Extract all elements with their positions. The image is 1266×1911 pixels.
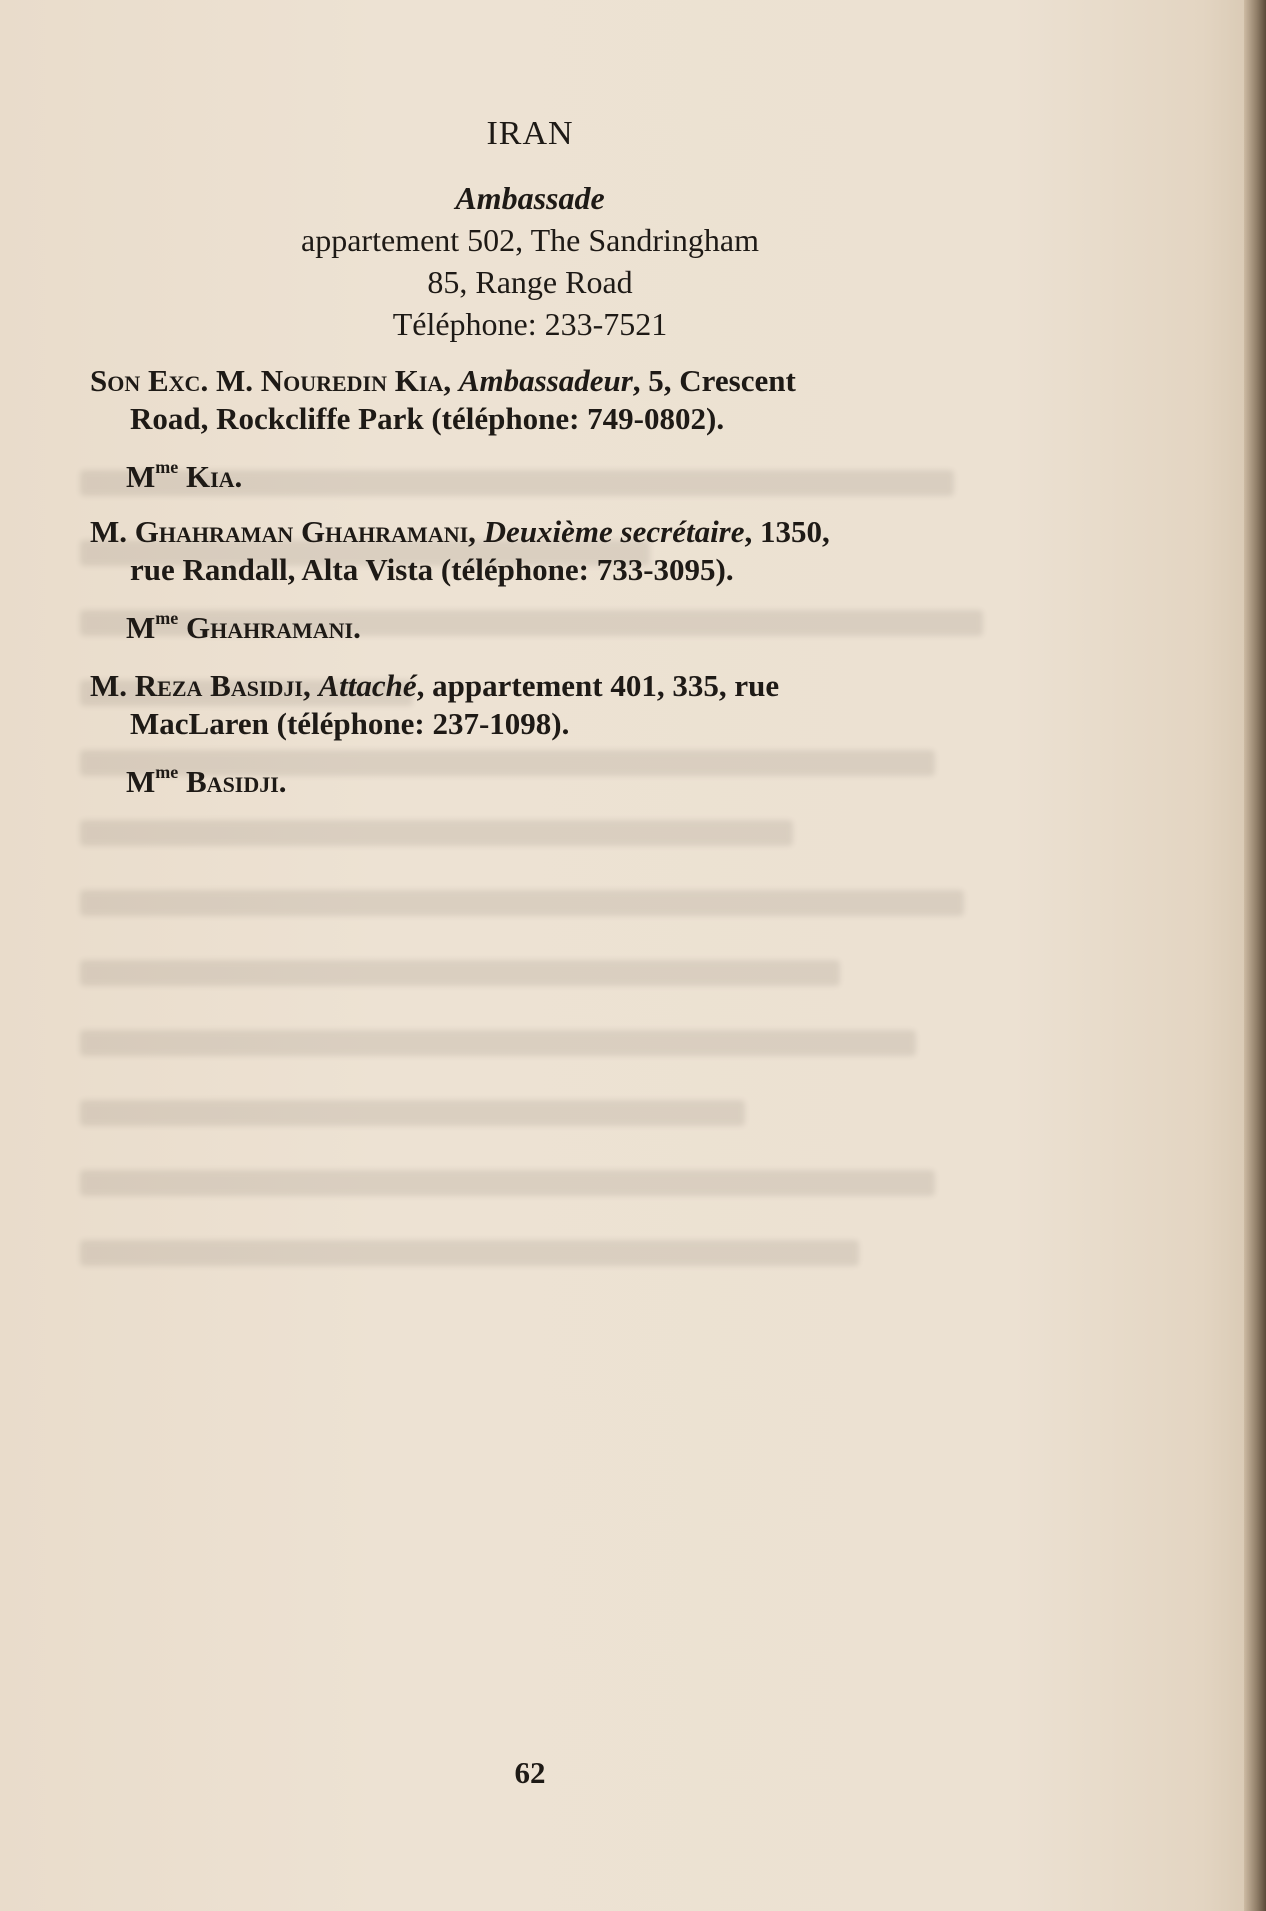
book-spine-edge xyxy=(1244,0,1266,1911)
entry-line-2: MacLaren (téléphone: 237-1098). xyxy=(130,706,570,741)
entry-line-1: M. Ghahraman Ghahramani, Deuxième secrétaire, 1350, xyxy=(90,514,830,549)
entry-name: Nouredin Kia xyxy=(260,363,444,398)
entry-role: Deuxième secrétaire xyxy=(483,514,745,549)
entry-name: Ghahraman Ghahramani xyxy=(134,514,469,549)
page-number: 62 xyxy=(514,1755,546,1790)
entry-role: Attaché xyxy=(318,668,417,703)
address-line-2: 85, Range Road xyxy=(427,264,633,300)
entry-spouse: $M^{me}$ Kia. xyxy=(126,457,243,494)
directory-entry xyxy=(90,667,1000,801)
directory-entry xyxy=(90,362,1000,496)
address-line-1: appartement 502, The Sandringham xyxy=(301,222,759,258)
entry-title: M. xyxy=(90,514,128,549)
entry-spouse: $M^{me}$ Ghahramani. xyxy=(126,608,361,645)
entry-line-2: rue Randall, Alta Vista (téléphone: 733-3095). xyxy=(130,552,734,587)
entry-line-1: Son Exc. M. Nouredin Kia, Ambassadeur, 5, Crescent xyxy=(90,363,796,398)
entry-line-1: M. Reza Basidji, Attaché, appartement 401, 335, rue xyxy=(90,668,780,703)
entry-title: Son Exc. M. xyxy=(90,363,253,398)
telephone-line: Téléphone: 233-7521 xyxy=(392,306,668,342)
mission-type: Ambassade xyxy=(455,180,605,216)
entry-line-2: Road, Rockcliffe Park (téléphone: 749-0802). xyxy=(130,401,725,436)
entry-role: Ambassadeur xyxy=(458,363,633,398)
directory-entry xyxy=(90,513,1000,647)
entry-spouse: $M^{me}$ Basidji. xyxy=(126,762,287,799)
country-heading: IRAN xyxy=(486,115,574,152)
entry-line1-rest: , appartement 401, 335, rue xyxy=(416,668,780,703)
entry-line1-rest: , 5, Crescent xyxy=(632,363,796,398)
entry-title: M. xyxy=(90,668,128,703)
entry-name: Reza Basidji xyxy=(134,668,303,703)
entry-line1-rest: , 1350, xyxy=(744,514,830,549)
